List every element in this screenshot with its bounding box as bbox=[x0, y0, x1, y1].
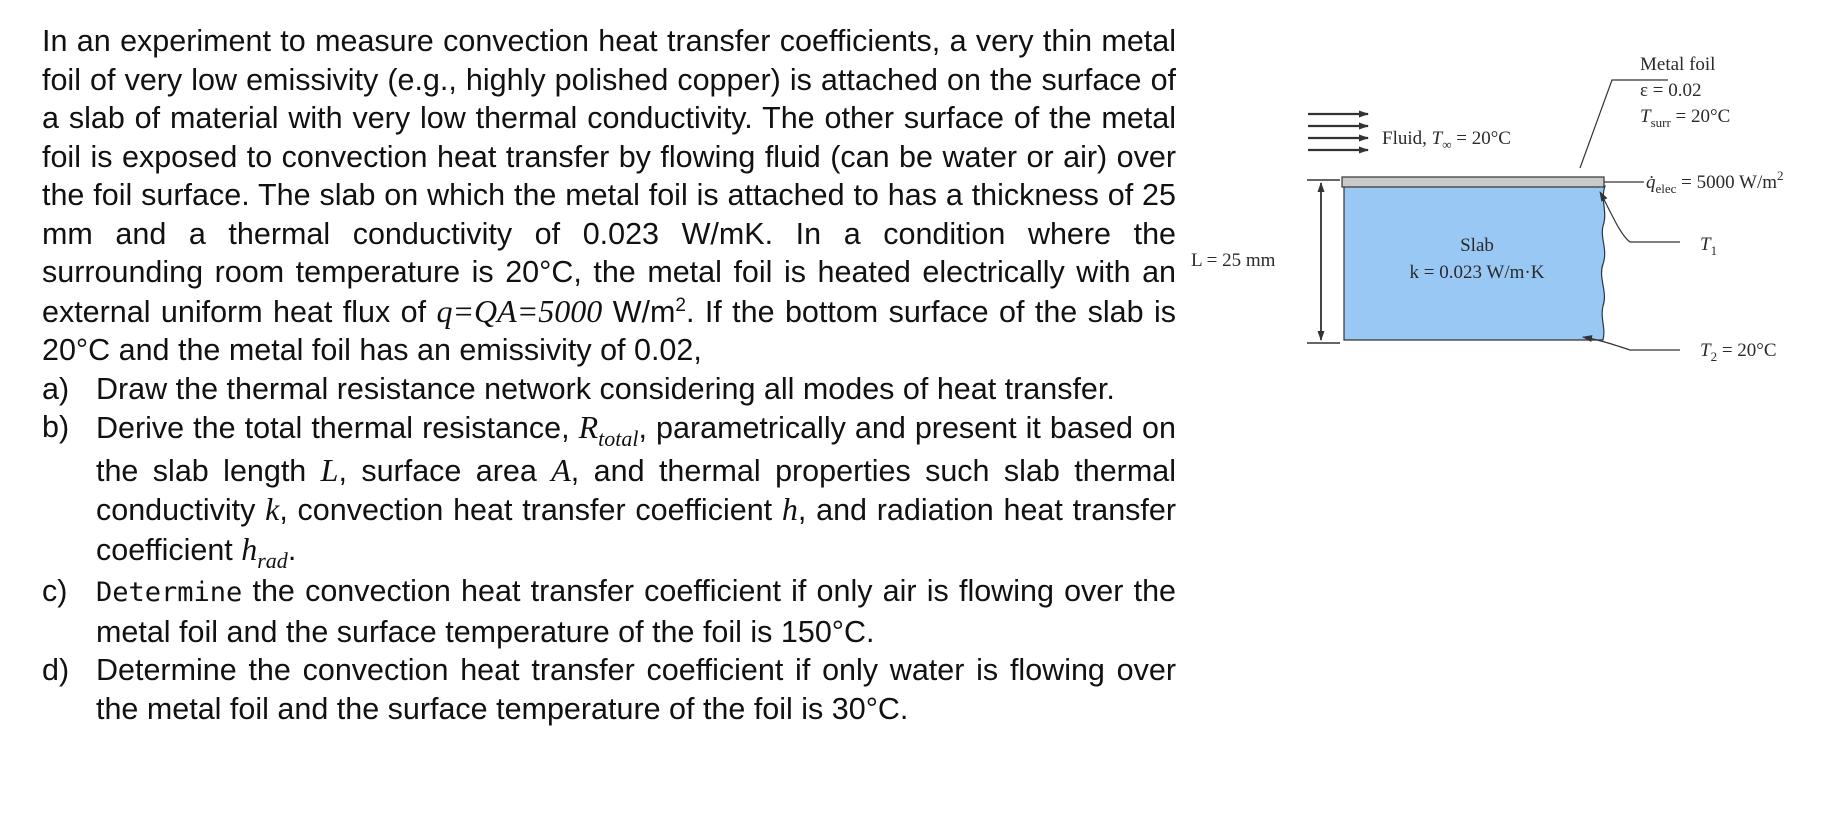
problem-statement bbox=[42, 22, 1176, 728]
qelec-label: $q̇_{elec} = 5000$ $W/m^2$ bbox=[1646, 168, 1784, 196]
question-a bbox=[42, 370, 1176, 409]
question-text bbox=[96, 651, 1176, 728]
question-b-text: . bbox=[287, 532, 297, 567]
slab-figure bbox=[1190, 40, 1830, 400]
question-label: b) bbox=[42, 410, 70, 444]
t1-label: $T_1$ bbox=[1700, 234, 1718, 258]
question-b-text: , and radiation heat transfer coefficient bbox=[96, 493, 1177, 567]
question-text bbox=[96, 572, 1176, 651]
intro-conditions: . If the bottom surface of the slab is 20°C and the metal foil has an emissivity of 0.02, bbox=[42, 294, 1177, 367]
intro-units-exponent: 2 bbox=[675, 294, 686, 316]
symbol-h: h bbox=[781, 491, 798, 527]
intro-text: In an experiment to measure convection heat transfer coefficients, a very thin metal foil of very low emissivity (e.g., highly polished copper) is attached on the surface of a slab of material with very low thermal conductivity. The other surface of the metal foil is exposed to convection heat transfer by flowing fluid (can be water or air) over the foil surface. The slab on which the metal foil is attached to has a thickness of 25 mm and a thermal conductivity of 0.023 W/mK. In a condition where the surrounding room temperature is 20°C, the metal foil is heated electrically with an external uniform heat flux of bbox=[42, 24, 1176, 329]
question-label: c) bbox=[42, 574, 68, 608]
question-b-text: , convection heat transfer coefficient bbox=[279, 493, 782, 527]
fluid-label: Fluid, $T_\infty = 20^\circ C$ bbox=[1382, 128, 1511, 152]
t1-leader-line bbox=[1600, 192, 1680, 242]
symbol-a: A bbox=[551, 451, 571, 488]
question-d-text: Determine the convection heat transfer coefficient if only water is flowing over the metal foil and the surface temperature of the foil is 30°C. bbox=[96, 653, 1176, 726]
intro-units: W/m bbox=[602, 294, 676, 329]
question-c-text: the convection heat transfer coefficient if only air is flowing over the metal foil and the surface temperature of the foil is 150°C. bbox=[96, 574, 1176, 649]
question-label: a) bbox=[42, 371, 70, 406]
question-text bbox=[96, 370, 1176, 409]
fluid-flow-arrows bbox=[1308, 114, 1368, 150]
question-b-text: Derive the total thermal resistance, bbox=[96, 411, 579, 445]
symbol-l: L bbox=[320, 451, 339, 488]
question-c-verb: Determine bbox=[96, 577, 243, 608]
question-b bbox=[42, 408, 1176, 572]
question-a-text: Draw the thermal resistance network considering all modes of heat transfer. bbox=[96, 371, 1115, 406]
foil-title: Metal foil bbox=[1640, 54, 1716, 75]
problem-intro bbox=[42, 22, 1176, 370]
question-b-text: , and thermal properties such slab thermal conductivity bbox=[96, 453, 1176, 527]
metal-foil bbox=[1342, 177, 1604, 187]
symbol-h-rad-subscript: rad bbox=[257, 547, 288, 573]
question-text bbox=[96, 408, 1176, 572]
thickness-dimension bbox=[1307, 180, 1340, 343]
question-b-text: , surface area bbox=[338, 453, 552, 488]
question-b-text: , parametrically and present it based on the slab length bbox=[96, 411, 1176, 488]
slab-title: Slab bbox=[1460, 235, 1494, 256]
foil-surroundings-temperature: $T_{surr} = 20^\circ C$ bbox=[1640, 106, 1731, 130]
symbol-r: R bbox=[578, 409, 599, 445]
question-d bbox=[42, 651, 1176, 728]
question-label: d) bbox=[42, 653, 70, 687]
symbol-k: k bbox=[265, 491, 280, 527]
symbol-r-subscript: total bbox=[598, 426, 639, 451]
symbol-h-rad: h bbox=[241, 530, 258, 567]
thickness-label: L = 25 mm bbox=[1191, 250, 1276, 271]
heat-flux-expression: q=QA=5000 bbox=[436, 292, 603, 329]
foil-emissivity: ε = 0.02 bbox=[1640, 80, 1702, 101]
t2-label: $T_2 = 20^\circ C$ bbox=[1700, 340, 1777, 364]
question-c bbox=[42, 572, 1176, 651]
slab-conductivity: k = 0.023 W/m·K bbox=[1409, 262, 1545, 283]
